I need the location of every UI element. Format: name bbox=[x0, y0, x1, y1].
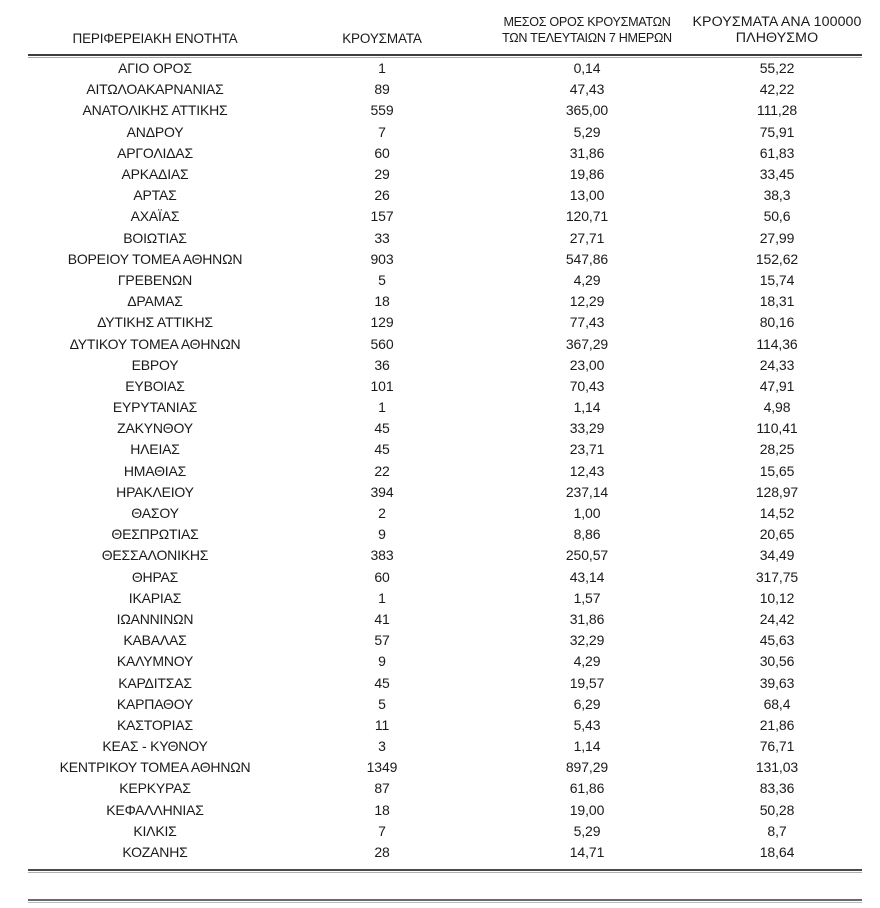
cell-region-name: ΑΙΤΩΛΟΑΚΑΡΝΑΝΙΑΣ bbox=[86, 81, 224, 98]
table-row bbox=[28, 545, 862, 566]
table-row bbox=[28, 164, 862, 185]
cell-cases-per-100000: 50,6 bbox=[763, 208, 791, 225]
table-row bbox=[28, 778, 862, 799]
cell-cases-per-100000: 18,31 bbox=[759, 293, 795, 310]
cell-region-name: ΒΟΡΕΙΟΥ ΤΟΜΕΑ ΑΘΗΝΩΝ bbox=[67, 250, 243, 267]
footer-rule-bottom-thick bbox=[28, 899, 862, 901]
cell-cases: 11 bbox=[374, 716, 390, 733]
cell-seven-day-average: 237,14 bbox=[565, 483, 609, 500]
cell-cases: 2 bbox=[378, 505, 386, 522]
header-row bbox=[28, 0, 862, 52]
table-row bbox=[28, 185, 862, 206]
cell-cases: 29 bbox=[374, 166, 390, 183]
table-row bbox=[28, 524, 862, 545]
cell-cases: 18 bbox=[374, 801, 390, 818]
table-row bbox=[28, 800, 862, 821]
table-row bbox=[28, 206, 862, 227]
cell-region-name: ΑΝΔΡΟΥ bbox=[126, 123, 184, 140]
cell-seven-day-average: 47,43 bbox=[569, 81, 605, 98]
cell-cases: 101 bbox=[370, 377, 394, 394]
cell-seven-day-average: 31,86 bbox=[569, 144, 605, 161]
cell-cases: 60 bbox=[374, 568, 390, 585]
cell-cases: 60 bbox=[374, 144, 390, 161]
cell-cases: 9 bbox=[378, 653, 386, 670]
column-header-cases-line1: ΚΡΟΥΣΜΑΤΑ bbox=[342, 30, 422, 46]
cell-cases-per-100000: 47,91 bbox=[759, 377, 795, 394]
cell-region-name: ΘΕΣΠΡΩΤΙΑΣ bbox=[111, 526, 199, 543]
table-row bbox=[28, 58, 862, 79]
cell-cases: 1 bbox=[378, 589, 386, 606]
cell-cases: 383 bbox=[370, 547, 394, 564]
footer-rule-top-thick bbox=[28, 869, 862, 871]
cell-seven-day-average: 19,57 bbox=[569, 674, 605, 691]
table-row bbox=[28, 439, 862, 460]
cell-seven-day-average: 19,00 bbox=[569, 801, 605, 818]
cell-cases-per-100000: 38,3 bbox=[763, 187, 791, 204]
cell-region-name: ΑΡΓΟΛΙΔΑΣ bbox=[117, 144, 193, 161]
cell-seven-day-average: 8,86 bbox=[573, 526, 601, 543]
cell-seven-day-average: 6,29 bbox=[573, 695, 601, 712]
cell-cases-per-100000: 68,4 bbox=[763, 695, 791, 712]
table-row bbox=[28, 821, 862, 842]
cell-region-name: ΑΧΑΪΑΣ bbox=[130, 208, 180, 225]
table-row bbox=[28, 630, 862, 651]
cell-seven-day-average: 547,86 bbox=[565, 250, 609, 267]
cell-cases-per-100000: 83,36 bbox=[759, 780, 795, 797]
cell-seven-day-average: 61,86 bbox=[569, 780, 605, 797]
cell-region-name: ΔΥΤΙΚΟΥ ΤΟΜΕΑ ΑΘΗΝΩΝ bbox=[69, 335, 241, 352]
cell-cases: 1349 bbox=[366, 759, 398, 776]
cell-cases-per-100000: 10,12 bbox=[759, 589, 795, 606]
cell-seven-day-average: 43,14 bbox=[569, 568, 605, 585]
table-row bbox=[28, 672, 862, 693]
cell-seven-day-average: 120,71 bbox=[565, 208, 609, 225]
cell-cases: 559 bbox=[370, 102, 394, 119]
cell-cases: 1 bbox=[378, 60, 386, 77]
cell-region-name: ΔΡΑΜΑΣ bbox=[127, 293, 183, 310]
cell-cases: 1 bbox=[378, 399, 386, 416]
cell-seven-day-average: 897,29 bbox=[565, 759, 609, 776]
column-header-region-line1: ΠΕΡΙΦΕΡΕΙΑΚΗ ΕΝΟΤΗΤΑ bbox=[72, 30, 238, 46]
cell-cases-per-100000: 39,63 bbox=[759, 674, 795, 691]
table-row bbox=[28, 312, 862, 333]
cell-seven-day-average: 5,43 bbox=[573, 716, 601, 733]
cell-seven-day-average: 70,43 bbox=[569, 377, 605, 394]
cell-cases: 9 bbox=[378, 526, 386, 543]
cell-region-name: ΑΡΚΑΔΙΑΣ bbox=[121, 166, 189, 183]
table-row bbox=[28, 418, 862, 439]
cell-region-name: ΙΩΑΝΝΙΝΩΝ bbox=[116, 610, 194, 627]
cell-cases-per-100000: 317,75 bbox=[755, 568, 799, 585]
regional-cases-table bbox=[28, 0, 862, 863]
table-row bbox=[28, 567, 862, 588]
cell-seven-day-average: 23,00 bbox=[569, 356, 605, 373]
cell-region-name: ΚΑΡΔΙΤΣΑΣ bbox=[118, 674, 192, 691]
cell-region-name: ΚΕΡΚΥΡΑΣ bbox=[119, 780, 191, 797]
cell-seven-day-average: 23,71 bbox=[569, 441, 605, 458]
cell-cases: 157 bbox=[370, 208, 394, 225]
table-row bbox=[28, 376, 862, 397]
cell-seven-day-average: 12,29 bbox=[569, 293, 605, 310]
table-row bbox=[28, 249, 862, 270]
cell-cases: 45 bbox=[374, 420, 390, 437]
cell-region-name: ΚΑΒΑΛΑΣ bbox=[123, 632, 187, 649]
cell-cases-per-100000: 128,97 bbox=[755, 483, 799, 500]
cell-region-name: ΕΥΡΥΤΑΝΙΑΣ bbox=[112, 399, 198, 416]
table-row bbox=[28, 355, 862, 376]
cell-region-name: ΘΕΣΣΑΛΟΝΙΚΗΣ bbox=[101, 547, 209, 564]
cell-cases: 41 bbox=[374, 610, 390, 627]
cell-cases-per-100000: 45,63 bbox=[759, 632, 795, 649]
footer-rule-bottom-thin bbox=[28, 902, 862, 903]
table-row bbox=[28, 291, 862, 312]
cell-region-name: ΚΑΣΤΟΡΙΑΣ bbox=[117, 716, 193, 733]
table-row bbox=[28, 482, 862, 503]
cell-region-name: ΓΡΕΒΕΝΩΝ bbox=[117, 271, 193, 288]
table-row bbox=[28, 122, 862, 143]
table-row bbox=[28, 736, 862, 757]
table-row bbox=[28, 609, 862, 630]
cell-region-name: ΚΕΦΑΛΛΗΝΙΑΣ bbox=[106, 801, 204, 818]
cell-seven-day-average: 77,43 bbox=[569, 314, 605, 331]
cell-cases: 22 bbox=[374, 462, 390, 479]
cell-cases-per-100000: 28,25 bbox=[759, 441, 795, 458]
cell-seven-day-average: 367,29 bbox=[565, 335, 609, 352]
cell-cases-per-100000: 30,56 bbox=[759, 653, 795, 670]
cell-cases-per-100000: 42,22 bbox=[759, 81, 795, 98]
cell-seven-day-average: 1,14 bbox=[573, 738, 601, 755]
column-header-seven-day-average bbox=[482, 0, 692, 52]
cell-seven-day-average: 250,57 bbox=[565, 547, 609, 564]
cell-seven-day-average: 19,86 bbox=[569, 166, 605, 183]
cell-region-name: ΙΚΑΡΙΑΣ bbox=[128, 589, 182, 606]
table-row bbox=[28, 100, 862, 121]
cell-region-name: ΔΥΤΙΚΗΣ ΑΤΤΙΚΗΣ bbox=[97, 314, 213, 331]
cell-cases: 87 bbox=[374, 780, 390, 797]
cell-region-name: ΖΑΚΥΝΘΟΥ bbox=[117, 420, 193, 437]
cell-cases-per-100000: 131,03 bbox=[755, 759, 799, 776]
cell-seven-day-average: 14,71 bbox=[569, 844, 605, 861]
cell-region-name: ΗΛΕΙΑΣ bbox=[130, 441, 180, 458]
cell-seven-day-average: 4,29 bbox=[573, 271, 601, 288]
cell-seven-day-average: 12,43 bbox=[569, 462, 605, 479]
footer-rules bbox=[28, 869, 862, 903]
cell-cases-per-100000: 55,22 bbox=[759, 60, 795, 77]
cell-cases: 560 bbox=[370, 335, 394, 352]
table-row bbox=[28, 715, 862, 736]
table-row bbox=[28, 79, 862, 100]
cell-seven-day-average: 365,00 bbox=[565, 102, 609, 119]
cell-region-name: ΑΓΙΟ ΟΡΟΣ bbox=[118, 60, 192, 77]
cell-seven-day-average: 5,29 bbox=[573, 822, 601, 839]
cell-cases: 45 bbox=[374, 674, 390, 691]
table-row bbox=[28, 228, 862, 249]
cell-cases-per-100000: 8,7 bbox=[767, 822, 787, 839]
cell-cases: 5 bbox=[378, 271, 386, 288]
cell-cases-per-100000: 34,49 bbox=[759, 547, 795, 564]
cell-cases: 394 bbox=[370, 483, 394, 500]
table-row bbox=[28, 588, 862, 609]
column-header-cases-per-100000-line1: ΚΡΟΥΣΜΑΤΑ ΑΝΑ 100000 bbox=[692, 14, 862, 30]
column-header-cases-per-100000-line2: ΠΛΗΘΥΣΜΟ bbox=[735, 29, 819, 46]
cell-seven-day-average: 5,29 bbox=[573, 123, 601, 140]
cell-cases: 5 bbox=[378, 695, 386, 712]
cell-cases-per-100000: 111,28 bbox=[756, 102, 798, 119]
cell-seven-day-average: 0,14 bbox=[573, 60, 601, 77]
cell-cases-per-100000: 61,83 bbox=[759, 144, 795, 161]
cell-region-name: ΕΥΒΟΙΑΣ bbox=[125, 377, 185, 394]
cell-cases-per-100000: 75,91 bbox=[759, 123, 795, 140]
cell-cases-per-100000: 24,33 bbox=[759, 356, 795, 373]
cell-cases: 7 bbox=[378, 123, 386, 140]
footer-gap bbox=[28, 873, 862, 899]
cell-region-name: ΘΗΡΑΣ bbox=[131, 568, 179, 585]
table-row bbox=[28, 461, 862, 482]
cell-cases-per-100000: 18,64 bbox=[759, 844, 795, 861]
cell-region-name: ΘΑΣΟΥ bbox=[131, 505, 179, 522]
table-header bbox=[28, 0, 862, 58]
cell-cases: 89 bbox=[374, 81, 390, 98]
column-header-region bbox=[28, 0, 282, 52]
cell-cases-per-100000: 24,42 bbox=[759, 610, 795, 627]
table-row bbox=[28, 842, 862, 863]
cell-seven-day-average: 33,29 bbox=[569, 420, 605, 437]
cell-seven-day-average: 1,00 bbox=[573, 505, 601, 522]
cell-region-name: ΑΝΑΤΟΛΙΚΗΣ ΑΤΤΙΚΗΣ bbox=[82, 102, 228, 119]
cell-cases-per-100000: 114,36 bbox=[756, 335, 798, 352]
cell-region-name: ΚΙΛΚΙΣ bbox=[133, 822, 177, 839]
cell-cases-per-100000: 110,41 bbox=[756, 420, 798, 437]
table-row bbox=[28, 397, 862, 418]
cell-cases: 3 bbox=[378, 738, 386, 755]
cell-region-name: ΗΜΑΘΙΑΣ bbox=[123, 462, 187, 479]
cell-cases: 129 bbox=[370, 314, 394, 331]
cell-cases-per-100000: 80,16 bbox=[759, 314, 795, 331]
table-row bbox=[28, 757, 862, 778]
cell-region-name: ΚΑΛΥΜΝΟΥ bbox=[116, 653, 194, 670]
cell-seven-day-average: 13,00 bbox=[569, 187, 605, 204]
cell-cases-per-100000: 152,62 bbox=[755, 250, 799, 267]
cell-cases: 18 bbox=[374, 293, 390, 310]
column-header-seven-day-average-line2: ΤΩΝ ΤΕΛΕΥΤΑΙΩΝ 7 ΗΜΕΡΩΝ bbox=[502, 30, 672, 45]
column-header-cases-per-100000 bbox=[692, 0, 862, 52]
cell-cases-per-100000: 4,98 bbox=[763, 399, 791, 416]
cell-cases-per-100000: 21,86 bbox=[759, 716, 795, 733]
cell-cases: 33 bbox=[374, 229, 390, 246]
table-body bbox=[28, 58, 862, 863]
table-row bbox=[28, 651, 862, 672]
cell-cases-per-100000: 20,65 bbox=[759, 526, 795, 543]
cell-cases: 26 bbox=[374, 187, 390, 204]
table-row bbox=[28, 333, 862, 354]
cell-cases: 57 bbox=[374, 632, 390, 649]
cell-cases: 7 bbox=[378, 822, 386, 839]
table-row bbox=[28, 694, 862, 715]
cell-seven-day-average: 32,29 bbox=[569, 632, 605, 649]
header-rule-thick bbox=[28, 54, 862, 56]
table-row bbox=[28, 270, 862, 291]
cell-region-name: ΑΡΤΑΣ bbox=[133, 187, 177, 204]
cell-seven-day-average: 1,57 bbox=[573, 589, 601, 606]
cell-cases-per-100000: 33,45 bbox=[759, 166, 795, 183]
cell-cases-per-100000: 15,65 bbox=[759, 462, 795, 479]
cell-seven-day-average: 31,86 bbox=[569, 610, 605, 627]
cell-region-name: ΕΒΡΟΥ bbox=[131, 356, 179, 373]
cell-cases-per-100000: 15,74 bbox=[759, 271, 795, 288]
cell-cases: 36 bbox=[374, 356, 390, 373]
cell-region-name: ΚΕΝΤΡΙΚΟΥ ΤΟΜΕΑ ΑΘΗΝΩΝ bbox=[59, 759, 251, 776]
cell-seven-day-average: 1,14 bbox=[573, 399, 601, 416]
cell-cases-per-100000: 76,71 bbox=[759, 738, 795, 755]
cell-region-name: ΚΕΑΣ - ΚΥΘΝΟΥ bbox=[102, 738, 208, 755]
cell-region-name: ΗΡΑΚΛΕΙΟΥ bbox=[116, 483, 194, 500]
cell-cases: 28 bbox=[374, 844, 390, 861]
cell-cases-per-100000: 27,99 bbox=[759, 229, 795, 246]
cell-region-name: ΒΟΙΩΤΙΑΣ bbox=[123, 229, 187, 246]
cell-cases: 45 bbox=[374, 441, 390, 458]
column-header-cases bbox=[282, 0, 482, 52]
cell-region-name: ΚΟΖΑΝΗΣ bbox=[122, 844, 188, 861]
cell-cases-per-100000: 14,52 bbox=[759, 505, 795, 522]
table-row bbox=[28, 143, 862, 164]
cell-cases: 903 bbox=[370, 250, 394, 267]
table-row bbox=[28, 503, 862, 524]
column-header-seven-day-average-line1: ΜΕΣΟΣ ΟΡΟΣ ΚΡΟΥΣΜΑΤΩΝ bbox=[503, 15, 671, 29]
cell-cases-per-100000: 50,28 bbox=[759, 801, 795, 818]
cell-seven-day-average: 4,29 bbox=[573, 653, 601, 670]
cell-region-name: ΚΑΡΠΑΘΟΥ bbox=[116, 695, 194, 712]
cell-seven-day-average: 27,71 bbox=[569, 229, 605, 246]
